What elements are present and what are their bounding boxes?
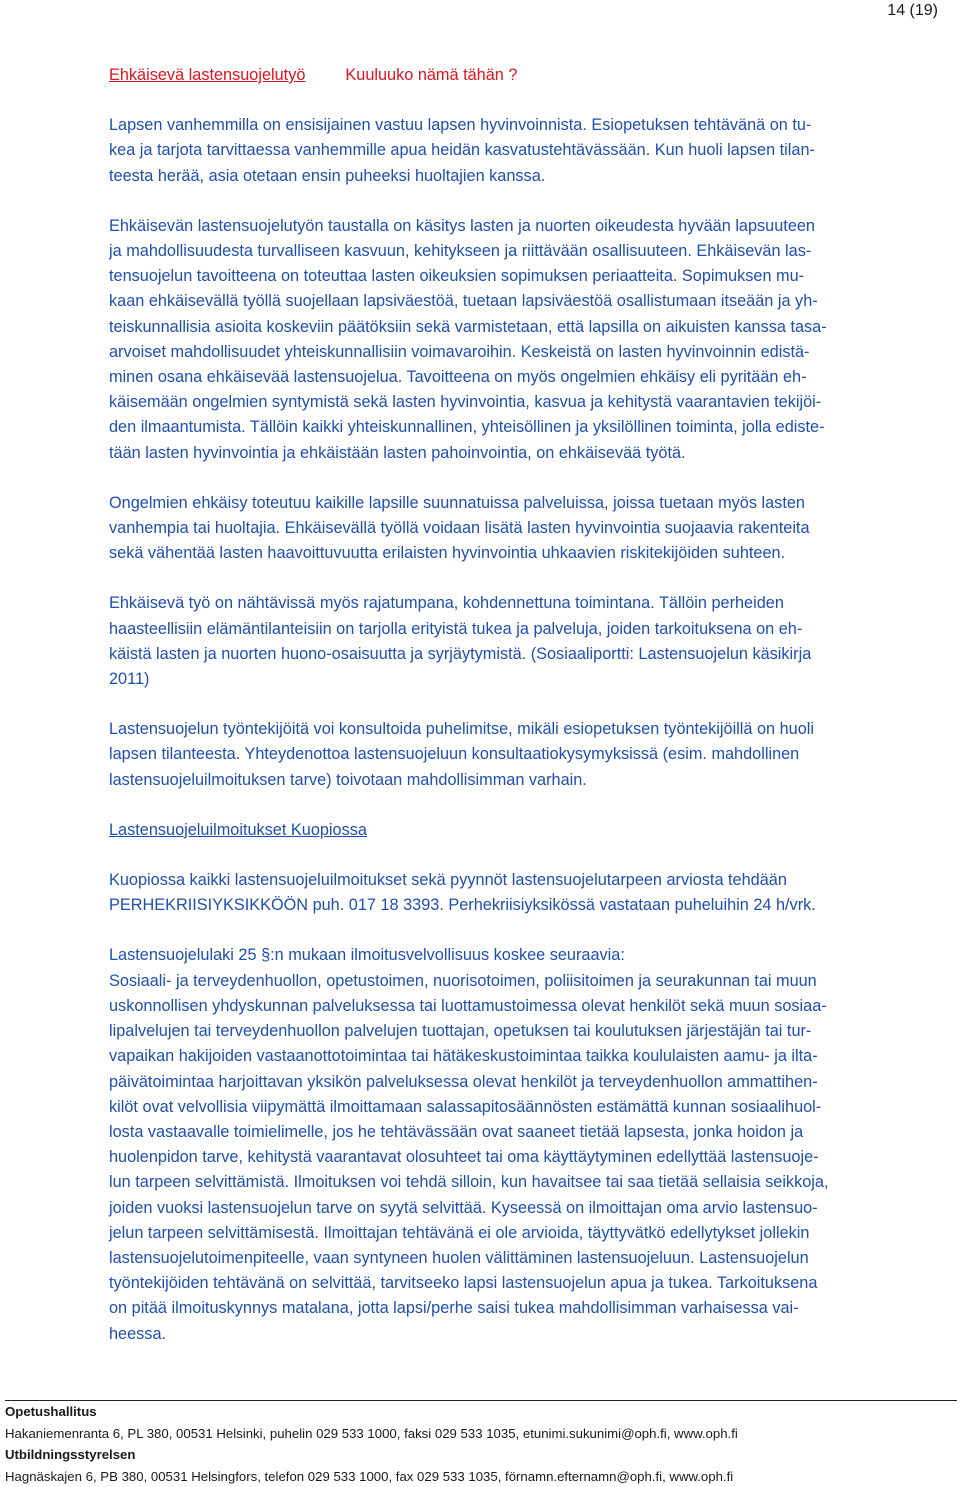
- text-line: tensuojelun tavoitteena on toteuttaa lasten oikeuksien sopimuksen periaatteita. Sopimuksen mu-: [109, 267, 804, 285]
- text-line: teesta herää, asia otetaan ensin puheeksi huoltajien kanssa.: [109, 167, 545, 185]
- text-line: tään lasten hyvinvointia ja ehkäistään lasten pahoinvointia, on ehkäisevää työtä.: [109, 444, 686, 462]
- footer-address-swedish: Hagnäskajen 6, PB 380, 00531 Helsingfors, telefon 029 533 1000, fax 029 533 1035, förnamn.efternamn@oph.fi, www.oph.fi: [5, 1466, 960, 1487]
- document-body: [109, 63, 951, 1347]
- text-line: Ongelmien ehkäisy toteutuu kaikille lapsille suunnatuissa palveluissa, joissa tuetaan myös lasten: [109, 494, 805, 512]
- text-line: PERHEKRIISIYKSIKKÖÖN puh. 017 18 3393. Perhekriisiyksikössä vastataan puheluihin 24 h/vrk.: [109, 896, 816, 914]
- text-line: lastensuojeluilmoituksen tarve) toivotaan mahdollisimman varhain.: [109, 771, 587, 789]
- text-line: joiden vuoksi lastensuojelun tarve on syytä selvittää. Kyseessä on ilmoittajan oma arvio lastensuo-: [109, 1199, 818, 1217]
- heading-link-preventive-child-protection[interactable]: Ehkäisevä lastensuojelutyö: [109, 63, 305, 88]
- page-number: 14 (19): [887, 0, 938, 22]
- footer-address-finnish: Hakaniemenranta 6, PL 380, 00531 Helsinki, puhelin 029 533 1000, faksi 029 533 1035, etunimi.sukunimi@oph.fi, www.oph.fi: [5, 1423, 960, 1445]
- text-line: käistä lasten ja nuorten huono-osaisuutta ja syrjäytymistä. (Sosiaaliportti: Lastensuojelun käsikirja: [109, 645, 811, 663]
- text-line: Lapsen vanhemmilla on ensisijainen vastuu lapsen hyvinvoinnista. Esiopetuksen tehtävänä on tu-: [109, 116, 811, 134]
- paragraph-consultation: [109, 717, 951, 793]
- page-footer: [5, 1400, 960, 1487]
- text-line: on pitää ilmoituskynnys matalana, jotta lapsi/perhe saisi tukea mahdollisimman varhaisessa vai-: [109, 1299, 799, 1317]
- text-line: Lastensuojelulaki 25 §:n mukaan ilmoitusvelvollisuus koskee seuraavia:: [109, 946, 625, 964]
- text-line: kea ja tarjota tarvittaessa vanhemmille apua heidän kasvatustehtävässään. Kun huoli lapsen tilan-: [109, 141, 815, 159]
- footer-org-swedish: Utbildningsstyrelsen: [5, 1444, 960, 1466]
- footer-org-finnish: Opetushallitus: [5, 1401, 960, 1423]
- text-line: minen osana ehkäisevää lastensuojelua. Tavoitteena on myös ongelmien ehkäisy eli pyritään eh-: [109, 368, 807, 386]
- text-line: Ehkäisevä työ on nähtävissä myös rajatumpana, kohdennettuna toimintana. Tällöin perheiden: [109, 594, 784, 612]
- paragraph-preventive-background: [109, 214, 951, 466]
- paragraph-parent-responsibility: [109, 113, 951, 189]
- text-line: heessa.: [109, 1325, 166, 1343]
- text-line: vapaikan hakijoiden vastaanottotoimintaa tai hätäkeskustoimintaa taikka koululaisten aamu- ja ilta-: [109, 1047, 818, 1065]
- editor-note: Kuuluuko nämä tähän ?: [345, 63, 517, 88]
- paragraph-targeted-work: [109, 591, 951, 692]
- text-line: Lastensuojelun työntekijöitä voi konsultoida puhelimitse, mikäli esiopetuksen työntekijöillä on huoli: [109, 720, 814, 738]
- text-line: Ehkäisevän lastensuojelutyön taustalla on käsitys lasten ja nuorten oikeudesta hyvään lapsuuteen: [109, 217, 815, 235]
- text-line: jelun tarpeen selvittämisestä. Ilmoittajan tehtävänä ei ole arvioida, täyttyvätkö edellytykset jollekin: [109, 1224, 809, 1242]
- text-line: lastensuojelutoimenpiteelle, vaan syntyneen huolen välittäminen lastensuojeluun. Lastensuojelun: [109, 1249, 809, 1267]
- text-line: lun tarpeen selvittämistä. Ilmoituksen voi tehdä silloin, kun havaitsee tai saa tietää sellaisia seikkoja,: [109, 1173, 828, 1191]
- paragraph-reporting-obligation: [109, 943, 951, 1346]
- text-line: huolenpidon tarve, kehitystä vaarantavat olosuhteet tai oma käyttäytyminen edellyttää lastensuoje-: [109, 1148, 819, 1166]
- text-line: työntekijöiden tehtävänä on selvittää, tarvitseeko lapsi lastensuojelun apua ja tukea. Tarkoituksena: [109, 1274, 817, 1292]
- text-line: päivätoimintaa harjoittavan yksikön palveluksessa olevat henkilöt ja terveydenhuollon ammattihen-: [109, 1073, 818, 1091]
- text-line: kilöt ovat velvollisia viipymättä ilmoittamaan salassapitosäännösten estämättä kunnan sosiaalihuol-: [109, 1098, 821, 1116]
- text-line: lapsen tilanteesta. Yhteydenottoa lastensuojeluun konsultaatiokysymyksissä (esim. mahdollinen: [109, 745, 799, 763]
- text-line: teiskunnallisia asioita koskeviin päätöksiin sekä varmistetaan, että lapsilla on aikuisten kanssa tasa-: [109, 318, 827, 336]
- text-line: vanhempia tai huoltajia. Ehkäisevällä työllä voidaan lisätä lasten hyvinvointia suojaavia rakenteita: [109, 519, 810, 537]
- section-heading-row: [109, 63, 951, 88]
- section-heading-kuopio-notifications: Lastensuojeluilmoitukset Kuopiossa: [109, 818, 951, 843]
- text-line: losta vastaavalle toimielimelle, jos he tehtävässään ovat saaneet tietää lapsesta, jonka hoidon ja: [109, 1123, 803, 1141]
- paragraph-problem-prevention: [109, 491, 951, 567]
- text-line: arvoiset mahdollisuudet yhteiskunnallisiin voimavaroihin. Keskeistä on lasten hyvinvoinnin edistä-: [109, 343, 809, 361]
- text-line: uskonnollisen yhdyskunnan palveluksessa tai luottamustoimessa olevat henkilöt sekä muun sosiaa-: [109, 997, 827, 1015]
- text-line: lipalvelujen tai terveydenhuollon palvelujen tuottajan, opetuksen tai koulutuksen järjestäjän tai tur-: [109, 1022, 811, 1040]
- text-line: Sosiaali- ja terveydenhuollon, opetustoimen, nuorisotoimen, poliisitoimen ja seurakunnan tai muun: [109, 972, 817, 990]
- text-line: käisemään ongelmien syntymistä sekä lasten hyvinvointia, kasvua ja kehitystä vaarantavien tekijöi-: [109, 393, 821, 411]
- text-line: ja mahdollisuudesta turvalliseen kasvuun, kehitykseen ja riittävään osallisuuteen. Ehkäisevän las-: [109, 242, 811, 260]
- paragraph-kuopio-notifications: [109, 868, 951, 918]
- text-line: Kuopiossa kaikki lastensuojeluilmoitukset sekä pyynnöt lastensuojelutarpeen arviosta tehdään: [109, 871, 787, 889]
- text-line: kaan ehkäisevällä työllä suojellaan lapsiväestöä, tuetaan lapsiväestöä osallistumaan itseään ja yh-: [109, 292, 818, 310]
- text-line: 2011): [109, 670, 149, 688]
- text-line: sekä vähentää lasten haavoittuvuutta erilaisten hyvinvointia uhkaavien riskitekijöiden suhteen.: [109, 544, 785, 562]
- text-line: haasteellisiin elämäntilanteisiin on tarjolla erityistä tukea ja palveluja, joiden tarkoituksena on eh-: [109, 620, 802, 638]
- text-line: den ilmaantumista. Tällöin kaikki yhteiskunnallinen, yhteisöllinen ja yksilöllinen toiminta, jolla ediste-: [109, 418, 825, 436]
